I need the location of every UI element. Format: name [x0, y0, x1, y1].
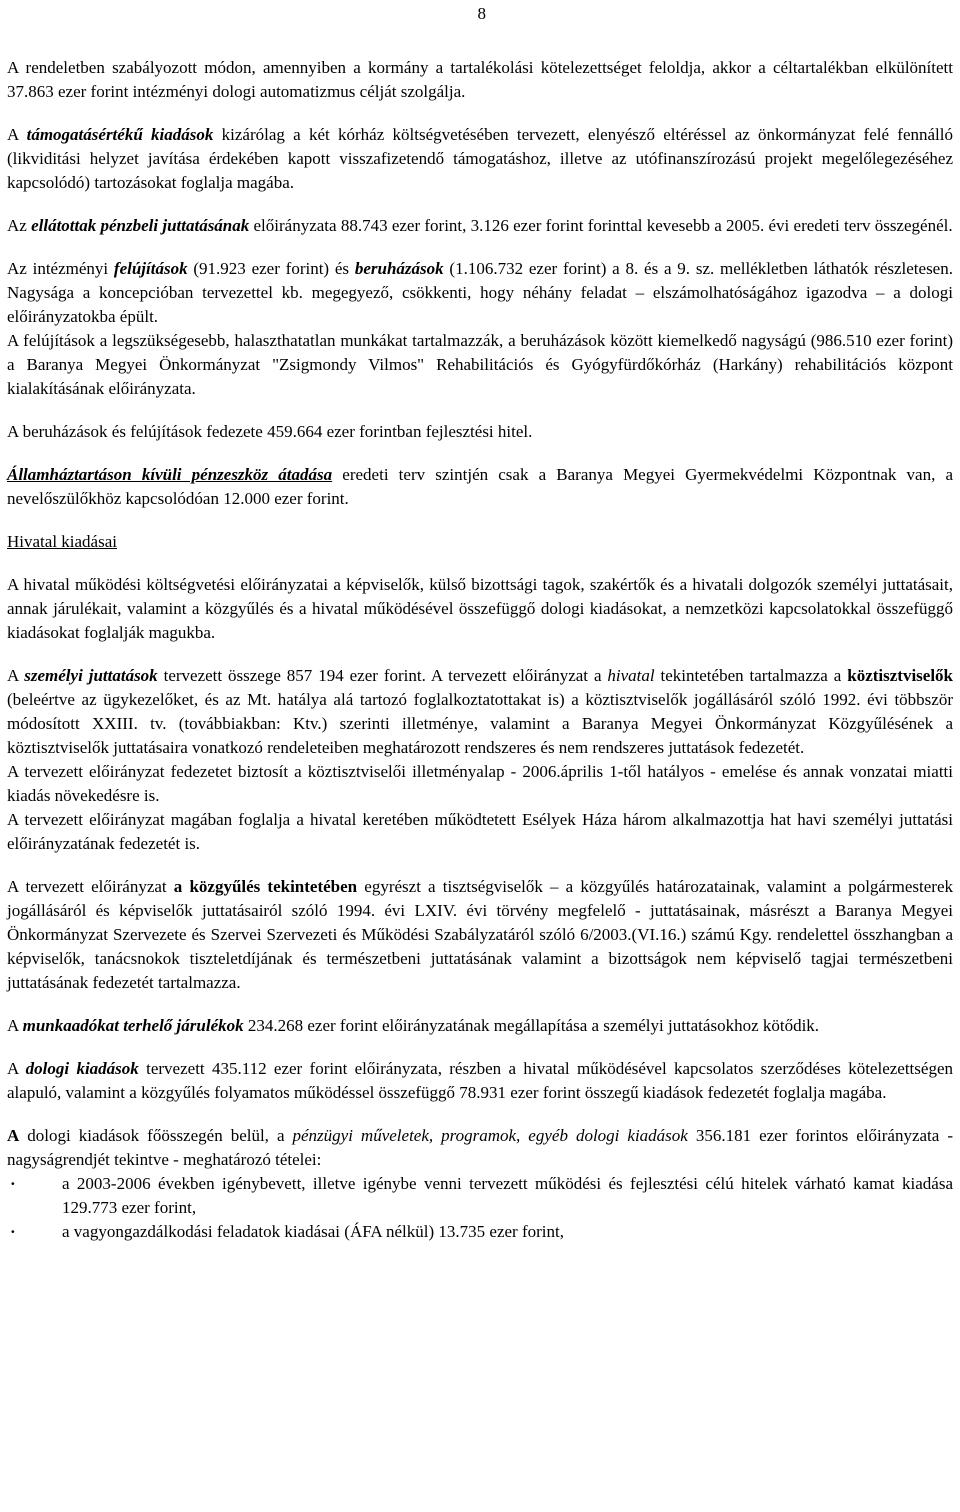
paragraph-fedezet: A beruházások és felújítások fedezete 459.664 ezer forintban fejlesztési hitel.	[7, 422, 533, 441]
bullet-mark: ·	[10, 1222, 16, 1241]
paragraph-allamhaztartas: Államháztartáson kívüli pénzeszköz átadása eredeti terv szintjén csak a Baranya Megyei Gyermekvédelmi Központnak van, a nevelőszülőkhöz kapcsolódóan 12.000 ezer forint.	[7, 465, 954, 508]
paragraph-tamogatas: A támogatásértékű kiadások kizárólag a két kórház költségvetésében tervezett, elenyésző eltéréssel az önkormányzat felé fennálló (likviditási helyzet javítása érdekében kapott visszafizetendő támogatáshoz, illetve az utófinanszírozású projekt megelőlegezéséhez kapcsolódó) tartozásokat foglalja magába.	[7, 125, 953, 192]
paragraph-ellatottak: Az ellátottak pénzbeli juttatásának előirányzata 88.743 ezer forint, 3.126 ezer forint forinttal kevesebb a 2005. évi eredeti terv összegénél.	[7, 216, 953, 235]
bullet-list	[7, 1172, 953, 1244]
term-allamhaztartas: Államháztartáson kívüli pénzeszköz átadása	[7, 465, 333, 484]
paragraph-felujitasok-detail: A felújítások a legszükségesebb, halaszthatatlan munkákat tartalmazzák, a beruházások között kiemelkedő nagyságú (986.510 ezer forint) a Baranya Megyei Önkormányzat "Zsigmondy Vilmos" Rehabilitációs és Gyógyfürdőkórház (Harkány) rehabilitációs központ kialakításának előirányzata.	[7, 331, 953, 398]
paragraph-eselyek-haza: A tervezett előirányzat magában foglalja a hivatal keretében működtetett Esélyek Háza három alkalmazottja hat havi személyi juttatási előirányzatának fedezetét is.	[7, 810, 953, 853]
paragraph-felujitasok: Az intézményi felújítások (91.923 ezer forint) és beruházások (1.106.732 ezer forint) a 8. és a 9. sz. mellékletben láthatók részletesen. Nagysága a koncepcióban tervezettel kb. megegyező, csökkenti, hogy néhány feladat – elszámolhatóságához igazodva – a dologi előirányzatokba épült.	[7, 259, 953, 326]
paragraph-hivatal: A hivatal működési költségvetési előirányzatai a képviselők, külső bizottsági tagok, szakértők és a hivatali dolgozók személyi juttatásait, annak járulékait, valamint a közgyűlés és a hivatal működésével összefüggő dologi kiadásokat, a nemzetközi kapcsolatokkal összefüggő kiadásokat foglalják magukba.	[7, 575, 953, 642]
heading-hivatal-kiadasai: Hivatal kiadásai	[7, 532, 117, 551]
list-item: · a vagyongazdálkodási feladatok kiadásai (ÁFA nélkül) 13.735 ezer forint,	[7, 1220, 953, 1244]
paragraph-kozgyules: A tervezett előirányzat a közgyűlés tekintetében egyrészt a tisztségviselők – a közgyűlés határozatainak, valamint a polgármesterek jogállásáról és képviselők juttatásairól szóló 1994. évi LXIV. évi törvény megfelelő - juttatásainak, másrészt a Baranya Megyei Önkormányzat Szervezete és Szervei Szervezeti és Működési Szabályzatáról szóló 6/2003.(VI.16.) számú Kgy. rendelettel összhangban a képviselők, tanácsnokok tiszteletdíjának és természetbeni juttatásának valamint a bizottságok nem képviselő tagjai természetbeni juttatásának fedezetét tartalmazza.	[7, 877, 953, 992]
list-item: · a 2003-2006 években igénybevett, illetve igénybe venni tervezett működési és fejlesztési célú hitelek várható kamat kiadása 129.773 ezer forint,	[10, 1174, 953, 1217]
document-body	[7, 56, 953, 1244]
term-szemelyi-juttatasok: személyi juttatások	[24, 666, 158, 685]
term-ellatottak: ellátottak pénzbeli juttatásának	[31, 216, 250, 235]
term-jarulekok: munkaadókat terhelő járulékok	[22, 1016, 244, 1035]
paragraph-jarulekok: A munkaadókat terhelő járulékok 234.268 ezer forint előirányzatának megállapítása a személyi juttatásokhoz kötődik.	[7, 1016, 820, 1035]
term-beruhazasok: beruházások	[354, 259, 444, 278]
paragraph-foosszeg: A dologi kiadások főösszegén belül, a pénzügyi műveletek, programok, egyéb dologi kiadások 356.181 ezer forintos előirányzata - nagyságrendjét tekintve - meghatározó tételei:	[7, 1126, 953, 1169]
term-tamogatas: támogatásértékű kiadások	[26, 125, 214, 144]
term-felujitasok: felújítások	[113, 259, 188, 278]
bullet-mark: ·	[10, 1174, 16, 1193]
term-hivatal: hivatal	[607, 666, 655, 685]
term-dologi-kiadasok: dologi kiadások	[25, 1059, 139, 1078]
paragraph-illetmenyalap: A tervezett előirányzat fedezetet biztosít a köztisztviselői illetményalap - 2006.április 1-től hatályos - emelése és annak vonzatai miatti kiadás növekedésre is.	[7, 762, 953, 805]
paragraph-szemelyi-juttatasok: A személyi juttatások tervezett összege 857 194 ezer forint. A tervezett előirányzat a hivatal tekintetében tartalmazza a köztisztviselők (beleértve az ügykezelőket, és az Mt. hatálya alá tartozó foglalkoztatottakat is) a köztisztviselők jogállásáról szóló 1992. évi többször módosított XXIII. tv. (továbbiakban: Ktv.) szerinti illetménye, valamint a Baranya Megyei Önkormányzat Közgyűlésének a köztisztviselők juttatásaira vonatkozó rendeleteiben meghatározott rendszeres és nem rendszeres juttatások fedezetét.	[7, 666, 954, 757]
paragraph-rendeletben: A rendeletben szabályozott módon, amennyiben a kormány a tartalékolási kötelezettséget feloldja, akkor a céltartalékban elkülönített 37.863 ezer forint intézményi dologi automatizmus célját szolgálja.	[7, 58, 953, 101]
term-kozgyules: a közgyűlés tekintetében	[173, 877, 358, 896]
term-penzugyi-muveletek: pénzügyi műveletek, programok, egyéb dologi kiadások	[292, 1126, 688, 1145]
paragraph-dologi-kiadasok: A dologi kiadások tervezett 435.112 ezer forint előirányzata, részben a hivatal működésével kapcsolatos szerződéses kötelezettségen alapuló, valamint a közgyűlés folyamatos működéssel összefüggő 78.931 ezer forint összegű kiadások fedezetét foglalja magába.	[7, 1059, 953, 1102]
term-koztisztviselok: köztisztviselők	[847, 666, 954, 685]
page-number: 8	[477, 4, 486, 23]
